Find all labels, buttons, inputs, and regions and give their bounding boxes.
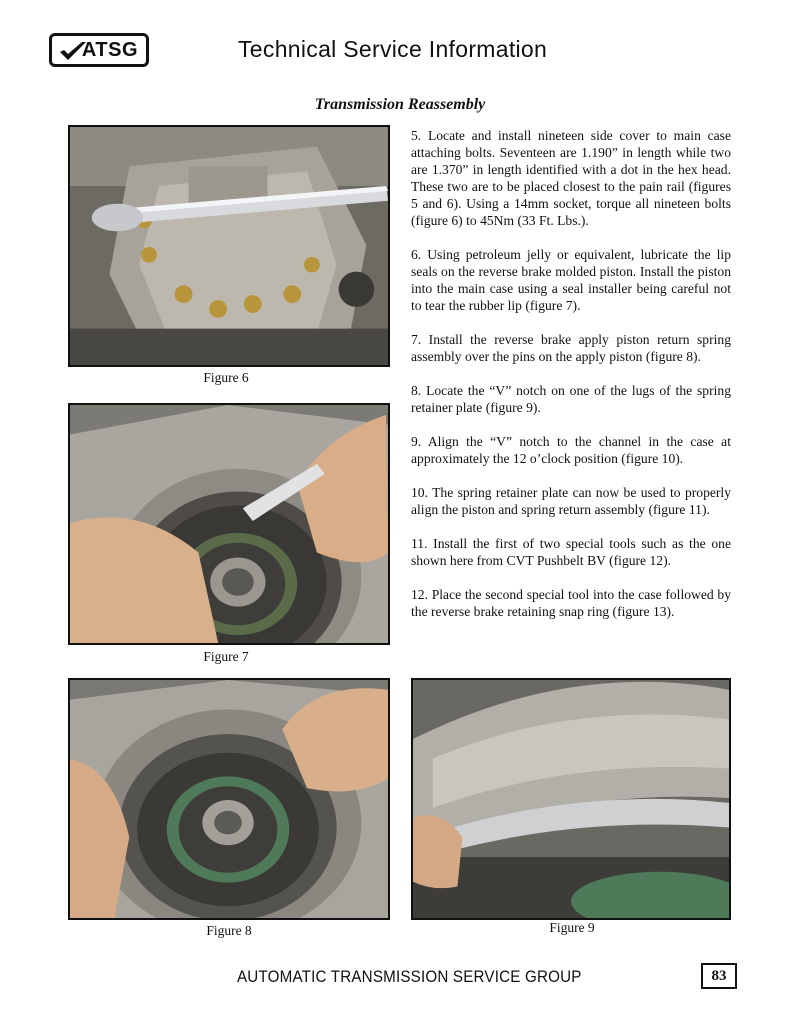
checkmark-logo-icon — [58, 40, 88, 62]
figure-8-photo — [68, 678, 390, 920]
step-9: 9. Align the “V” notch to the channel in the case at approximately the 12 o’clock position (figure 10). — [411, 434, 731, 466]
figure-9-caption: Figure 9 — [549, 920, 595, 935]
page-header-title: Technical Service Information — [238, 36, 548, 62]
step-8: 8. Locate the “V” notch on one of the lugs of the spring retainer plate (figure 9). — [411, 383, 731, 415]
step-5: 5. Locate and install nineteen side cover to main case attaching bolts. Seventeen are 1.190” in length while two are 1.370” in length identified with a dot in the hex head. These two are to be placed closest to the pain rail (figures 5 and 6). Using a 14mm socket, torque all nineteen bolts (figure 6) to 45Nm (33 Ft. Lbs.). — [411, 128, 731, 228]
page-number: 83 — [701, 963, 737, 989]
step-7: 7. Install the reverse brake apply piston return spring assembly over the pins on the apply piston (figure 8). — [411, 332, 731, 364]
figure-7-caption: Figure 7 — [203, 649, 249, 664]
logo-text: ATSG — [81, 38, 138, 61]
figure-9-photo — [411, 678, 731, 920]
figure-6-photo — [68, 125, 390, 367]
step-10: 10. The spring retainer plate can now be used to properly align the piston and spring return assembly (figure 11). — [411, 485, 731, 517]
section-title: Transmission Reassembly — [314, 96, 486, 113]
figure-6-caption: Figure 6 — [203, 370, 249, 385]
footer-text: AUTOMATIC TRANSMISSION SERVICE GROUP — [237, 968, 582, 986]
step-11: 11. Install the first of two special tools such as the one shown here from CVT Pushbelt BV (figure 12). — [411, 536, 731, 568]
step-6: 6. Using petroleum jelly or equivalent, lubricate the lip seals on the reverse brake molded piston. Install the piston into the main case using a seal installer being careful not to tear the rubber lip (figure 7). — [411, 247, 731, 313]
step-12: 12. Place the second special tool into the case followed by the reverse brake retaining snap ring (figure 13). — [411, 587, 731, 619]
procedure-steps — [411, 127, 731, 637]
atsg-logo — [49, 33, 149, 67]
figure-8-caption: Figure 8 — [206, 923, 252, 938]
figure-7-photo — [68, 403, 390, 645]
